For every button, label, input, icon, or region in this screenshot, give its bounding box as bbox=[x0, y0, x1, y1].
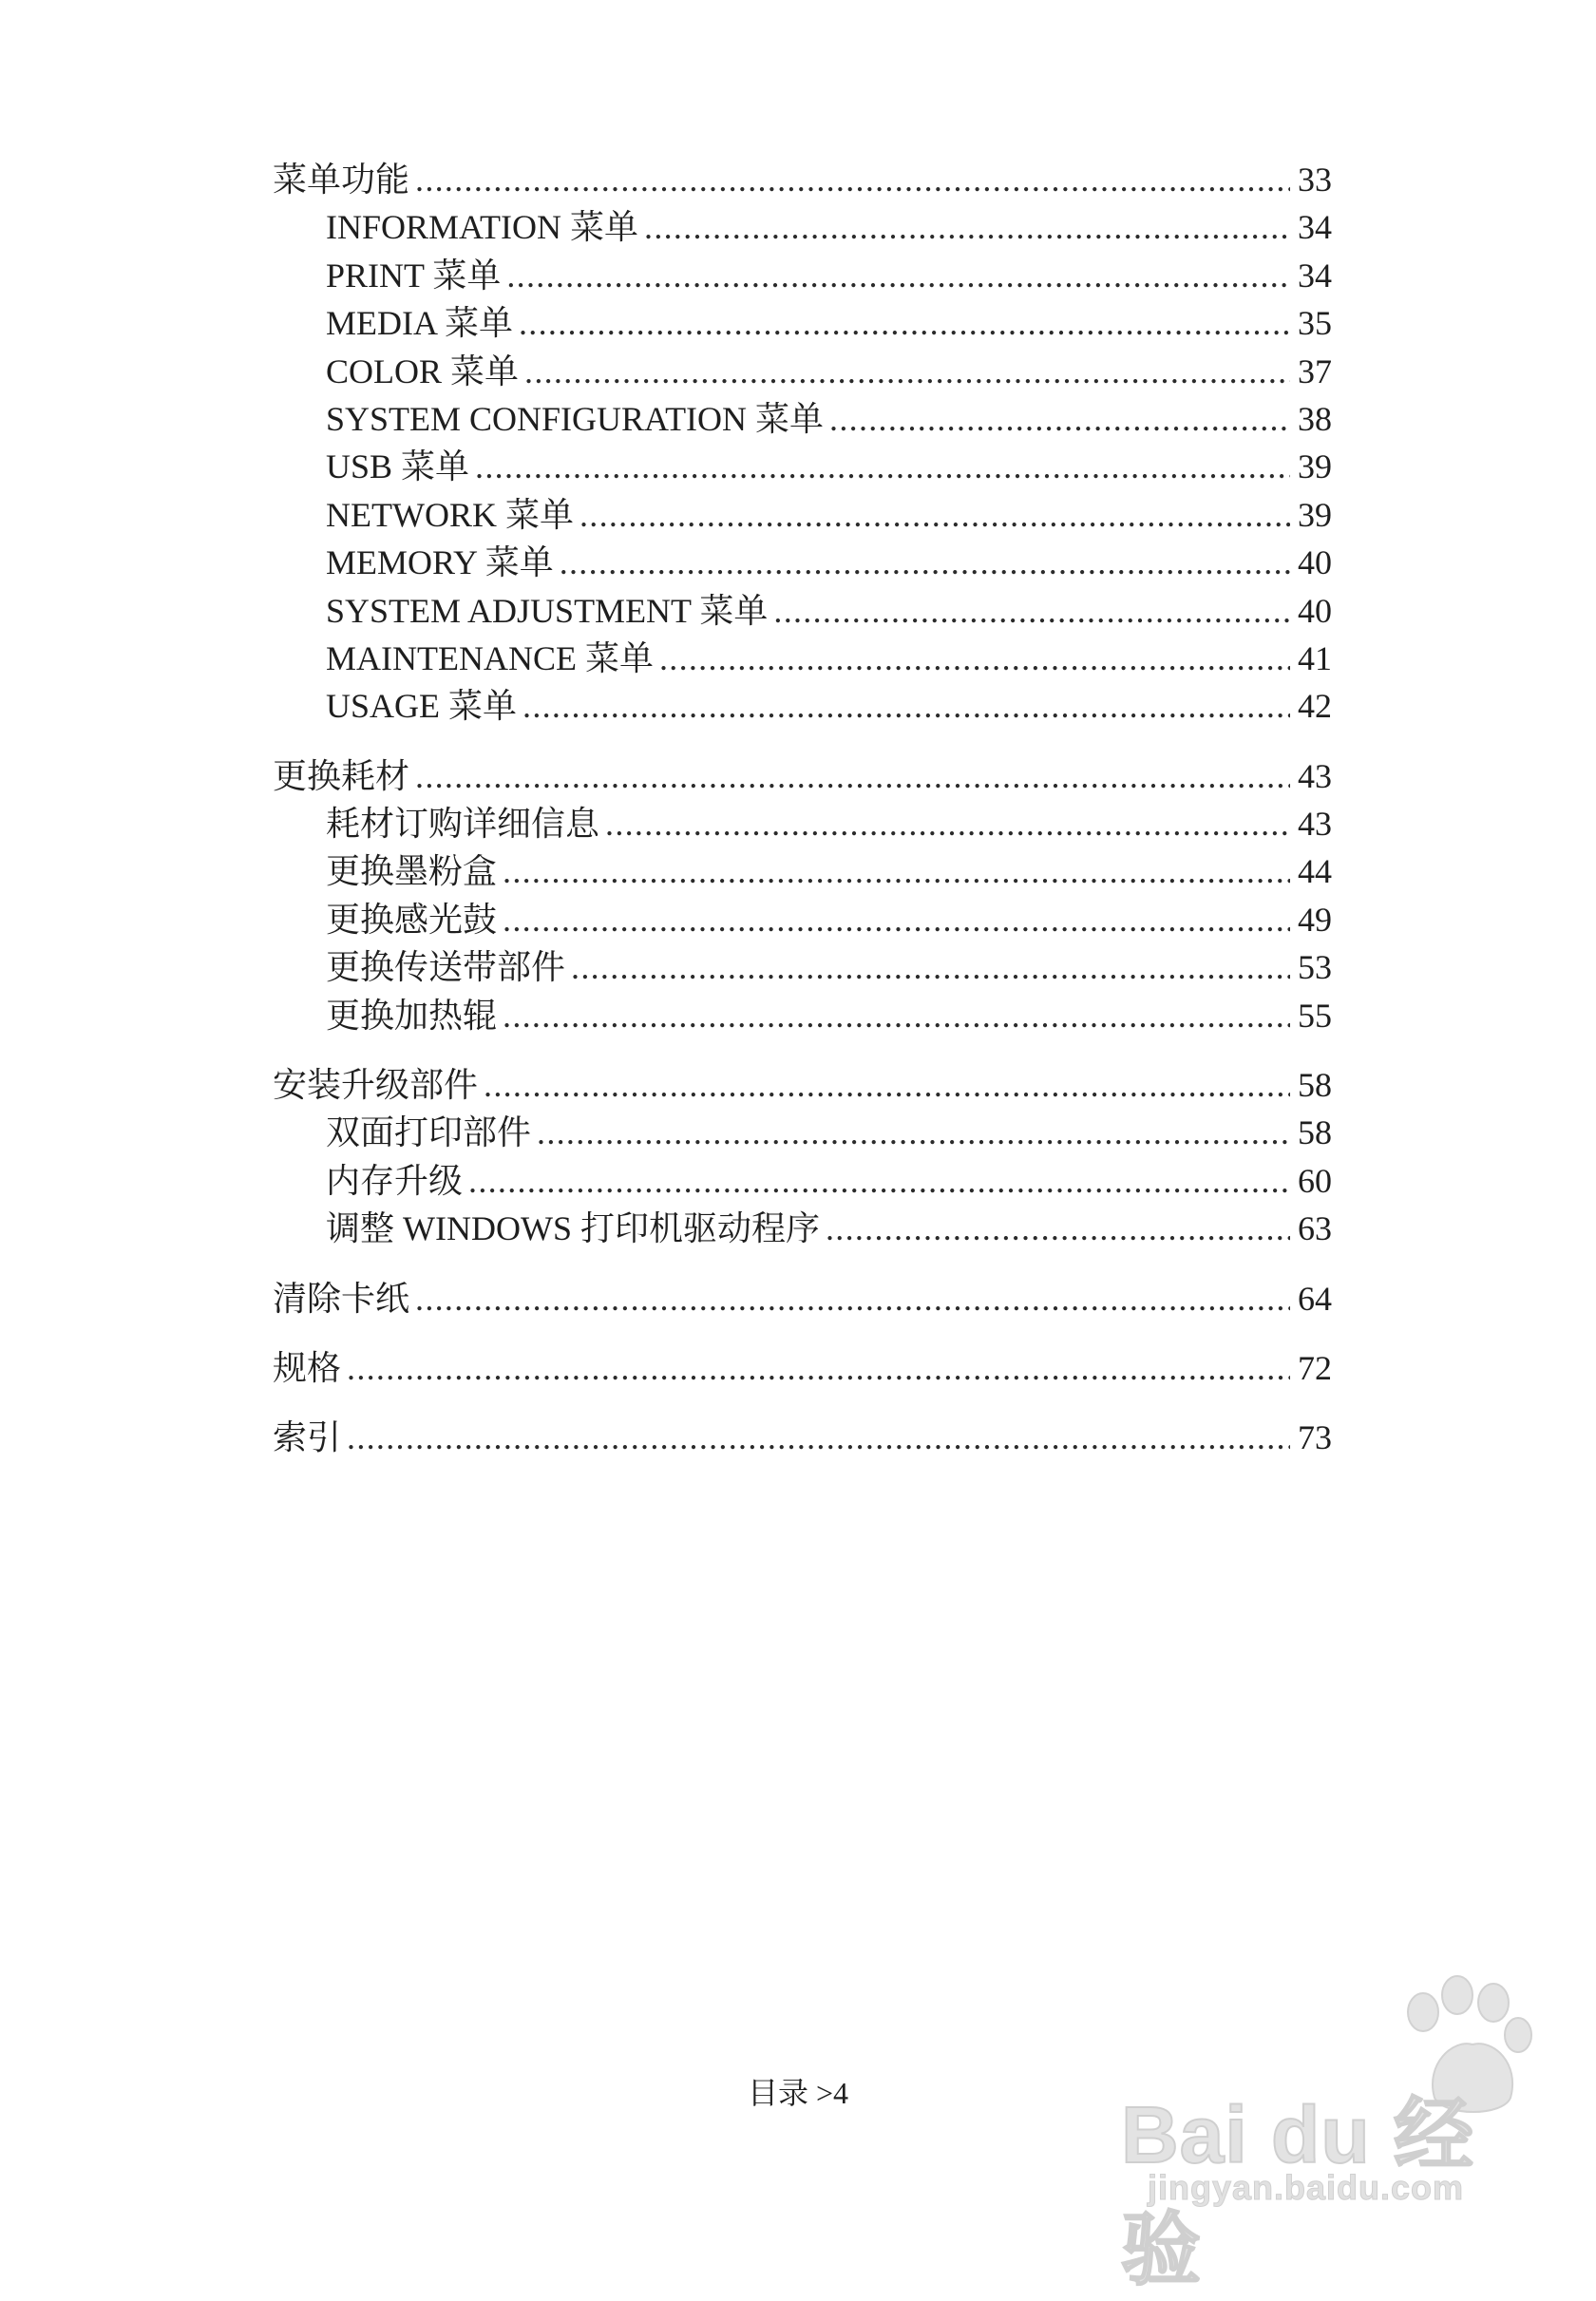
toc-subentry-page: 38 bbox=[1298, 399, 1332, 438]
toc-entry-title: 更换耗材 bbox=[273, 756, 410, 795]
toc-subentry-title: INFORMATION 菜单 bbox=[326, 208, 639, 247]
toc-subentry-title: 耗材订购详细信息 bbox=[326, 805, 600, 844]
toc-subentry-page: 39 bbox=[1298, 447, 1332, 486]
toc-subentry[interactable] bbox=[273, 395, 1332, 443]
toc-subentry-page: 60 bbox=[1298, 1161, 1332, 1200]
toc-entry-title: 清除卡纸 bbox=[273, 1279, 410, 1318]
toc-subentry-title: MEMORY 菜单 bbox=[326, 543, 554, 582]
toc-entry[interactable] bbox=[273, 1061, 1332, 1109]
toc-leader-dots bbox=[560, 539, 1290, 586]
toc-subentry-page: 44 bbox=[1298, 852, 1332, 891]
toc-section bbox=[273, 1414, 1332, 1461]
toc-leader-dots bbox=[415, 752, 1290, 800]
toc-leader-dots bbox=[506, 252, 1290, 299]
toc-subentry[interactable] bbox=[273, 539, 1332, 586]
watermark bbox=[1121, 1957, 1539, 2294]
toc-subentry[interactable] bbox=[273, 682, 1332, 730]
toc-subentry-title: 更换加热辊 bbox=[326, 996, 498, 1035]
toc-subentry-page: 42 bbox=[1298, 687, 1332, 726]
toc-section bbox=[273, 1344, 1332, 1392]
toc-leader-dots bbox=[347, 1414, 1290, 1461]
toc-subentry[interactable] bbox=[273, 1205, 1332, 1252]
toc-entry-title: 安装升级部件 bbox=[273, 1066, 479, 1105]
toc-subentry-page: 63 bbox=[1298, 1209, 1332, 1248]
toc-subentry-title: COLOR 菜单 bbox=[326, 352, 520, 390]
toc-subentry-page: 35 bbox=[1298, 304, 1332, 343]
toc-subentry[interactable] bbox=[273, 896, 1332, 943]
toc-subentry-title: USAGE 菜单 bbox=[326, 687, 518, 726]
toc-leader-dots bbox=[522, 682, 1290, 730]
toc-subentry[interactable] bbox=[273, 800, 1332, 847]
toc-subentry-page: 41 bbox=[1298, 638, 1332, 677]
toc-leader-dots bbox=[503, 896, 1290, 943]
toc-entry-title: 规格 bbox=[273, 1348, 342, 1387]
toc-subentry[interactable] bbox=[273, 491, 1332, 539]
toc-subentry-title: 内存升级 bbox=[326, 1161, 464, 1200]
toc-subentry[interactable] bbox=[273, 1157, 1332, 1205]
toc-subentry-title: 更换感光鼓 bbox=[326, 900, 498, 939]
toc-subentry-title: MEDIA 菜单 bbox=[326, 304, 513, 343]
table-of-contents bbox=[273, 156, 1332, 1484]
toc-subentry-title: 更换传送带部件 bbox=[326, 948, 566, 987]
toc-entry-page: 33 bbox=[1298, 161, 1332, 199]
toc-leader-dots bbox=[826, 1205, 1290, 1252]
toc-subentry[interactable] bbox=[273, 1109, 1332, 1156]
toc-entry-page: 73 bbox=[1298, 1418, 1332, 1457]
toc-section bbox=[273, 156, 1332, 731]
toc-subentry[interactable] bbox=[273, 635, 1332, 682]
toc-leader-dots bbox=[519, 299, 1290, 347]
toc-subentry-title: SYSTEM ADJUSTMENT 菜单 bbox=[326, 591, 769, 630]
toc-subentry-page: 55 bbox=[1298, 996, 1332, 1035]
toc-subentry-page: 34 bbox=[1298, 256, 1332, 295]
toc-entry[interactable] bbox=[273, 1414, 1332, 1461]
toc-subentry[interactable] bbox=[273, 992, 1332, 1039]
toc-entry[interactable] bbox=[273, 156, 1332, 203]
toc-entry-page: 72 bbox=[1298, 1348, 1332, 1387]
watermark-url: jingyan.baidu.com bbox=[1148, 2168, 1465, 2207]
toc-leader-dots bbox=[571, 943, 1290, 991]
toc-leader-dots bbox=[347, 1344, 1290, 1392]
toc-subentry-title: PRINT 菜单 bbox=[326, 256, 502, 295]
toc-entry[interactable] bbox=[273, 1275, 1332, 1322]
toc-subentry[interactable] bbox=[273, 203, 1332, 251]
toc-entry[interactable] bbox=[273, 1344, 1332, 1392]
toc-subentry[interactable] bbox=[273, 943, 1332, 991]
toc-subentry[interactable] bbox=[273, 299, 1332, 347]
toc-subentry-title: SYSTEM CONFIGURATION 菜单 bbox=[326, 399, 825, 438]
toc-subentry-page: 34 bbox=[1298, 208, 1332, 247]
toc-leader-dots bbox=[537, 1109, 1290, 1156]
toc-subentry-page: 39 bbox=[1298, 495, 1332, 534]
toc-subentry[interactable] bbox=[273, 847, 1332, 895]
toc-subentry[interactable] bbox=[273, 348, 1332, 395]
toc-leader-dots bbox=[659, 635, 1290, 682]
toc-leader-dots bbox=[524, 348, 1290, 395]
toc-entry-title: 菜单功能 bbox=[273, 161, 410, 199]
toc-leader-dots bbox=[415, 156, 1290, 203]
toc-subentry[interactable] bbox=[273, 252, 1332, 299]
toc-leader-dots bbox=[415, 1275, 1290, 1322]
toc-subentry-page: 40 bbox=[1298, 591, 1332, 630]
toc-subentry-title: 调整 WINDOWS 打印机驱动程序 bbox=[326, 1209, 820, 1248]
toc-subentry-title: USB 菜单 bbox=[326, 447, 470, 486]
toc-section bbox=[273, 1061, 1332, 1253]
page-footer: 目录 >4 bbox=[747, 2076, 849, 2110]
toc-entry-page: 58 bbox=[1298, 1066, 1332, 1105]
toc-leader-dots bbox=[503, 992, 1290, 1039]
toc-leader-dots bbox=[644, 203, 1290, 251]
toc-entry-page: 64 bbox=[1298, 1279, 1332, 1318]
toc-subentry-title: 双面打印部件 bbox=[326, 1113, 532, 1152]
toc-subentry-page: 49 bbox=[1298, 900, 1332, 939]
toc-subentry-title: 更换墨粉盒 bbox=[326, 852, 498, 891]
toc-leader-dots bbox=[773, 587, 1290, 635]
toc-leader-dots bbox=[503, 847, 1290, 895]
toc-subentry-page: 58 bbox=[1298, 1113, 1332, 1152]
toc-subentry-title: MAINTENANCE 菜单 bbox=[326, 638, 654, 677]
toc-section bbox=[273, 752, 1332, 1039]
toc-subentry[interactable] bbox=[273, 443, 1332, 490]
toc-leader-dots bbox=[475, 443, 1290, 490]
toc-section bbox=[273, 1275, 1332, 1322]
toc-entry-title: 索引 bbox=[273, 1418, 342, 1457]
toc-leader-dots bbox=[468, 1157, 1290, 1205]
watermark-brand: Bai du 经验 bbox=[1121, 2090, 1475, 2294]
toc-subentry-page: 43 bbox=[1298, 805, 1332, 844]
toc-subentry-page: 37 bbox=[1298, 352, 1332, 390]
toc-subentry-page: 53 bbox=[1298, 948, 1332, 987]
toc-subentry-title: NETWORK 菜单 bbox=[326, 495, 574, 534]
toc-leader-dots bbox=[829, 395, 1290, 443]
toc-subentry-page: 40 bbox=[1298, 543, 1332, 582]
toc-leader-dots bbox=[605, 800, 1290, 847]
toc-subentry[interactable] bbox=[273, 587, 1332, 635]
toc-leader-dots bbox=[484, 1061, 1290, 1109]
toc-entry[interactable] bbox=[273, 752, 1332, 800]
toc-leader-dots bbox=[580, 491, 1290, 539]
toc-entry-page: 43 bbox=[1298, 756, 1332, 795]
